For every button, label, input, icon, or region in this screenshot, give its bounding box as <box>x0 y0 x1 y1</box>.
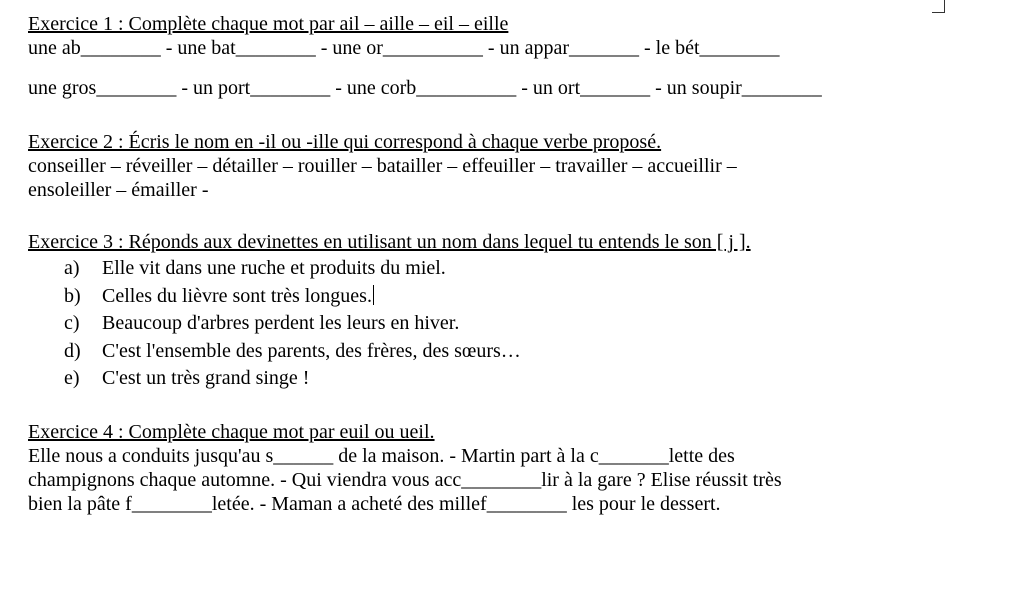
riddle-label: e) <box>64 367 80 389</box>
exercise-2-verbs-line-2: ensoleiller – émailler - <box>28 179 209 201</box>
riddle-item <box>64 366 988 394</box>
riddle-text: Beaucoup d'arbres perdent les leurs en hiver. <box>102 312 460 334</box>
exercise-4-line-3[interactable]: bien la pâte f________letée. - Maman a acheté des millef________ les pour le dessert. <box>28 492 721 515</box>
riddle-label: a) <box>64 257 80 279</box>
riddle-text: C'est l'ensemble des parents, des frères, des sœurs… <box>102 339 521 362</box>
riddle-label: b) <box>64 284 81 307</box>
exercise-1-title: Exercice 1 : Complète chaque mot par ail – aille – eil – eille <box>28 13 509 35</box>
riddle-text: Elle vit dans une ruche et produits du miel. <box>102 257 446 279</box>
exercise-1-row-1[interactable]: une ab________ - une bat________ - une or__________ - un appar_______ - le bét________ <box>28 37 780 59</box>
exercise-4 <box>28 420 988 516</box>
exercise-2-verbs-line-1: conseiller – réveiller – détailler – rouiller – batailler – effeuiller – travailler – accueillir – <box>28 155 737 177</box>
exercise-1 <box>28 12 988 100</box>
exercise-2 <box>28 130 988 202</box>
exercise-2-title: Exercice 2 : Écris le nom en -il ou -ille qui correspond à chaque verbe proposé. <box>28 131 662 153</box>
exercise-4-line-2[interactable]: champignons chaque automne. - Qui viendra vous acc________lir à la gare ? Elise réussit très <box>28 468 782 491</box>
riddle-label: d) <box>64 339 81 362</box>
riddle-item[interactable] <box>64 284 988 312</box>
text-cursor <box>373 285 374 305</box>
exercise-3-title: Exercice 3 : Réponds aux devinettes en utilisant un nom dans lequel tu entends le son [ j ]. <box>28 231 751 253</box>
riddle-text: Celles du lièvre sont très longues. <box>102 284 372 307</box>
exercise-4-line-1[interactable]: Elle nous a conduits jusqu'au s______ de la maison. - Martin part à la c_______lette des <box>28 444 735 467</box>
exercise-3-riddle-list <box>28 256 988 394</box>
exercise-1-row-2[interactable]: une gros________ - un port________ - une corb__________ - un ort_______ - un soupir________ <box>28 77 822 99</box>
riddle-item <box>64 311 988 339</box>
document-body <box>28 12 988 516</box>
riddle-item <box>64 256 988 284</box>
exercise-3 <box>28 230 988 394</box>
riddle-item <box>64 339 988 367</box>
exercise-4-title: Exercice 4 : Complète chaque mot par euil ou ueil. <box>28 420 435 443</box>
riddle-text: C'est un très grand singe ! <box>102 367 310 389</box>
riddle-label: c) <box>64 312 80 334</box>
